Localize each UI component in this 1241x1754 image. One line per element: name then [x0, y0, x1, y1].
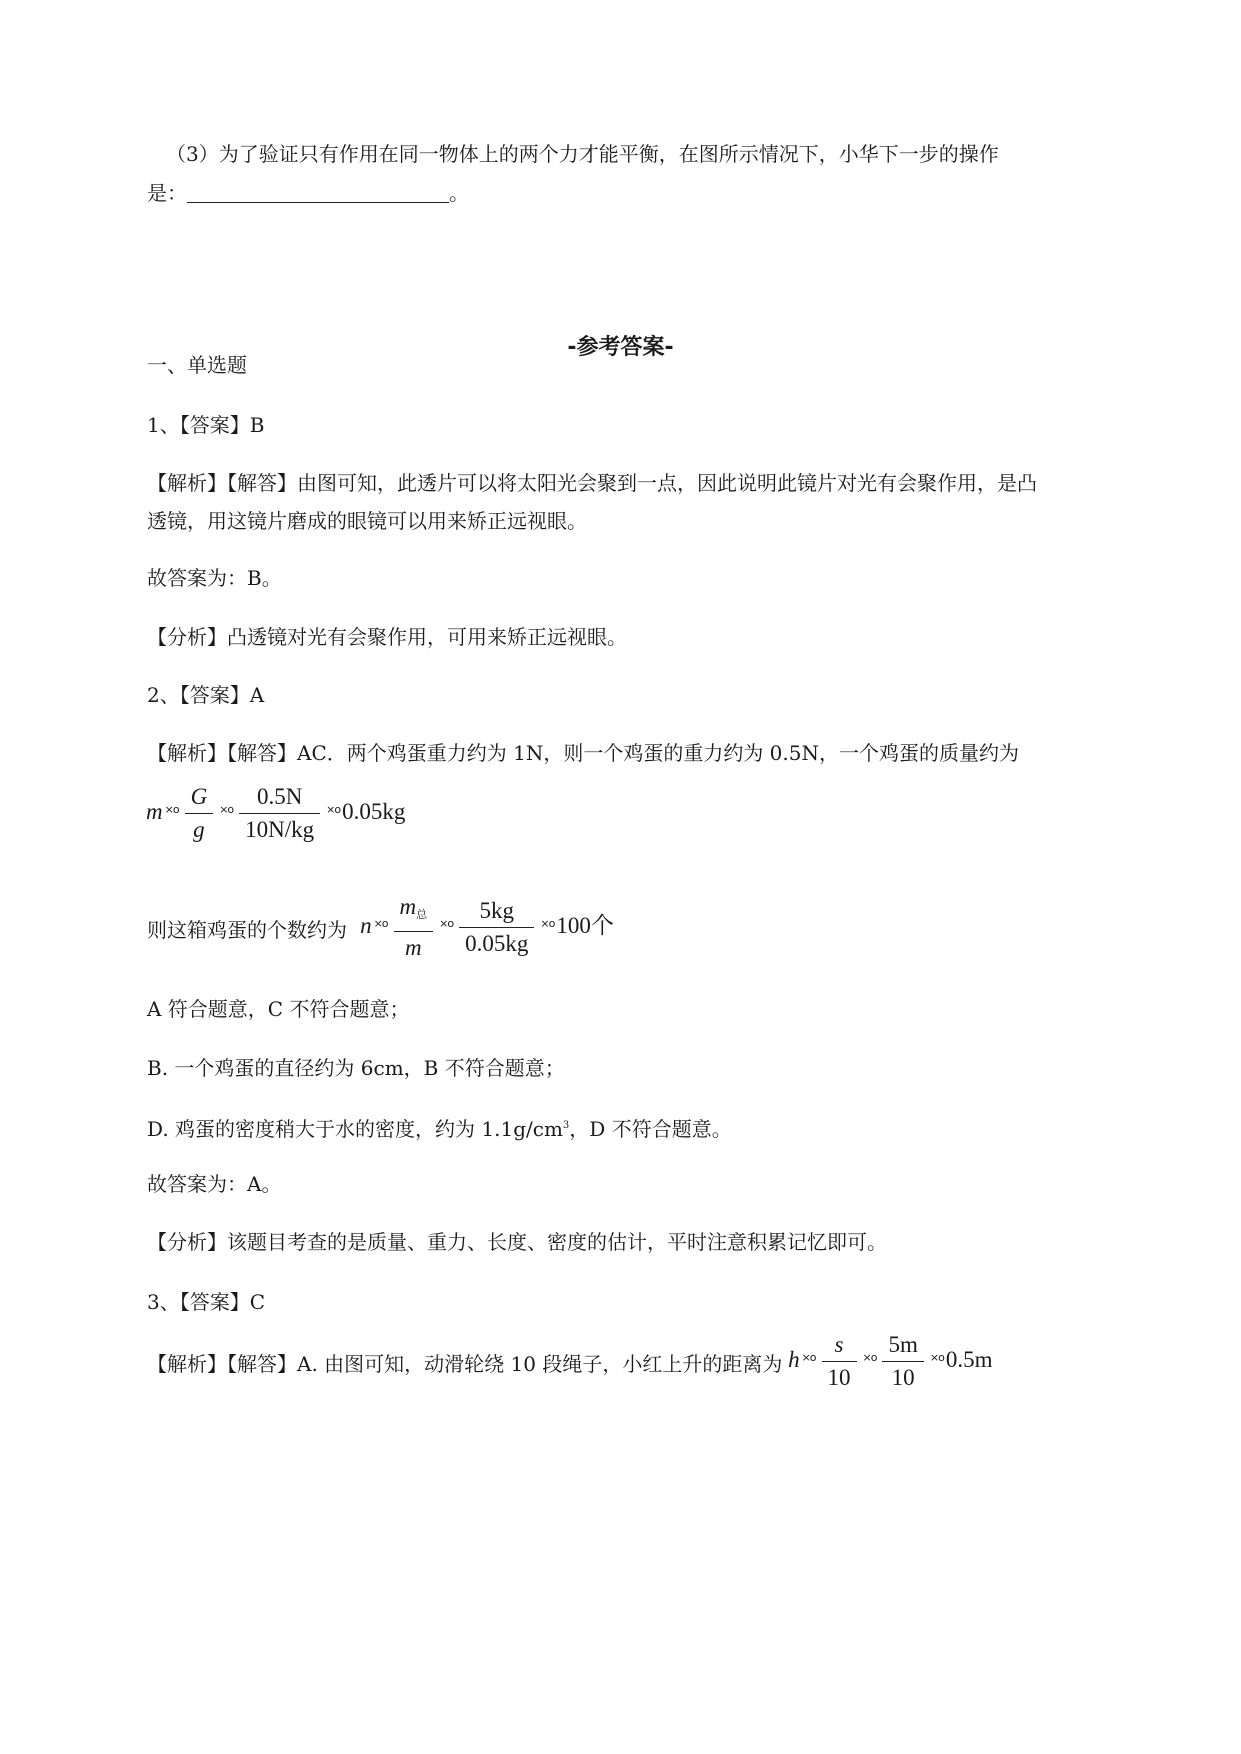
answer-1-note: 【分析】凸透镜对光有会聚作用，可用来矫正远视眼。: [147, 625, 627, 649]
eq1-f1-denominator: g: [193, 817, 205, 842]
eq2-prefix: 则这箱鸡蛋的个数约为: [147, 917, 347, 942]
eq1-symbol-3: ×o: [326, 802, 341, 816]
answer-1-analysis-line1: 【解析】【解答】由图可知，此透片可以将太阳光会聚到一点，因此说明此镜片对光有会聚作用，是凸: [147, 471, 1037, 495]
eq1-f2-denominator: 10N/kg: [245, 817, 315, 842]
eq3-f2-denominator: 10: [891, 1365, 915, 1390]
eq1-result: 0.05kg: [342, 798, 406, 824]
eq1-lhs: m: [146, 798, 163, 824]
question-3-suffix: 。: [449, 181, 469, 205]
answer-2-result: 故答案为：A。: [147, 1172, 282, 1196]
answer-2-note: 【分析】该题目考查的是质量、重力、长度、密度的估计，平时注意积累记忆即可。: [147, 1230, 887, 1254]
eq3-result: 0.5m: [945, 1346, 993, 1372]
eq1-fraction-1: [185, 783, 214, 844]
eq1-symbol-1: ×o: [164, 802, 179, 816]
answer-3-analysis: [147, 1331, 992, 1392]
question-3-line2: [147, 179, 469, 207]
answer-1-analysis-line2: 透镜，用这镜片磨成的眼镜可以用来矫正远视眼。: [147, 509, 587, 533]
eq3-lhs: h: [788, 1346, 800, 1372]
answer-3-analysis-text: 【解析】【解答】A. 由图可知，动滑轮绕 10 段绳子，小红上升的距离为: [147, 1351, 783, 1376]
answer-2-analysis: 【解析】【解答】AC．两个鸡蛋重力约为 1N，则一个鸡蛋的重力约为 0.5N，一个鸡蛋的质量约为: [147, 741, 1019, 765]
eq3-symbol-1: ×o: [801, 1350, 816, 1364]
answer-2-line-a: A 符合题意，C 不符合题意；: [147, 997, 410, 1021]
eq3-fraction-2: [882, 1331, 923, 1392]
eq2-result: 100个: [556, 912, 614, 938]
eq2-symbol-3: ×o: [540, 916, 555, 930]
line-d-superscript: 3: [562, 1120, 570, 1131]
count-equation: [147, 893, 614, 962]
eq2-f2-numerator: 5kg: [459, 897, 534, 928]
answers-title: -参考答案-: [567, 335, 674, 360]
eq3-f2-numerator: 5m: [882, 1331, 923, 1362]
answer-2: 2、【答案】A: [147, 683, 265, 707]
answer-2-line-b: B. 一个鸡蛋的直径约为 6cm，B 不符合题意；: [147, 1056, 565, 1080]
eq2-symbol-2: ×o: [439, 916, 454, 930]
question-3-prefix: 是：: [147, 181, 187, 205]
eq2-lhs: n: [360, 912, 372, 938]
eq3-f1-denominator: 10: [827, 1365, 851, 1390]
eq3-symbol-3: ×o: [929, 1350, 944, 1364]
eq3-f1-numerator: s: [822, 1331, 857, 1362]
eq1-f1-numerator: G: [185, 783, 214, 814]
line-d-post: ，D 不符合题意。: [569, 1117, 732, 1141]
eq1-fraction-2: [239, 783, 320, 844]
answer-blank: [187, 182, 449, 203]
question-3-line1: （3）为了验证只有作用在同一物体上的两个力才能平衡，在图所示情况下，小华下一步的操作: [166, 142, 999, 166]
eq2-f1-numerator-var: m: [399, 894, 417, 919]
eq3-fraction-1: [822, 1331, 857, 1392]
eq2-fraction-2: [459, 897, 534, 958]
eq2-f2-denominator: 0.05kg: [465, 931, 529, 956]
section-heading: 一、单选题: [147, 353, 247, 377]
eq2-symbol-1: ×o: [373, 916, 388, 930]
eq1-f2-numerator: 0.5N: [239, 783, 320, 814]
eq2-f1-denominator: m: [405, 935, 422, 960]
answer-1: 1、【答案】B: [147, 413, 265, 437]
line-d-pre: D. 鸡蛋的密度稍大于水的密度，约为 1.1g/cm: [147, 1117, 563, 1141]
eq3-symbol-2: ×o: [862, 1350, 877, 1364]
answer-3: 3、【答案】C: [147, 1290, 266, 1314]
eq2-fraction-1: [394, 893, 434, 962]
eq1-symbol-2: ×o: [219, 802, 234, 816]
answer-1-result: 故答案为：B。: [147, 566, 282, 590]
mass-equation: [146, 783, 405, 844]
eq2-f1-numerator-sub: 总: [416, 908, 428, 921]
answer-2-line-d: [147, 1112, 732, 1143]
